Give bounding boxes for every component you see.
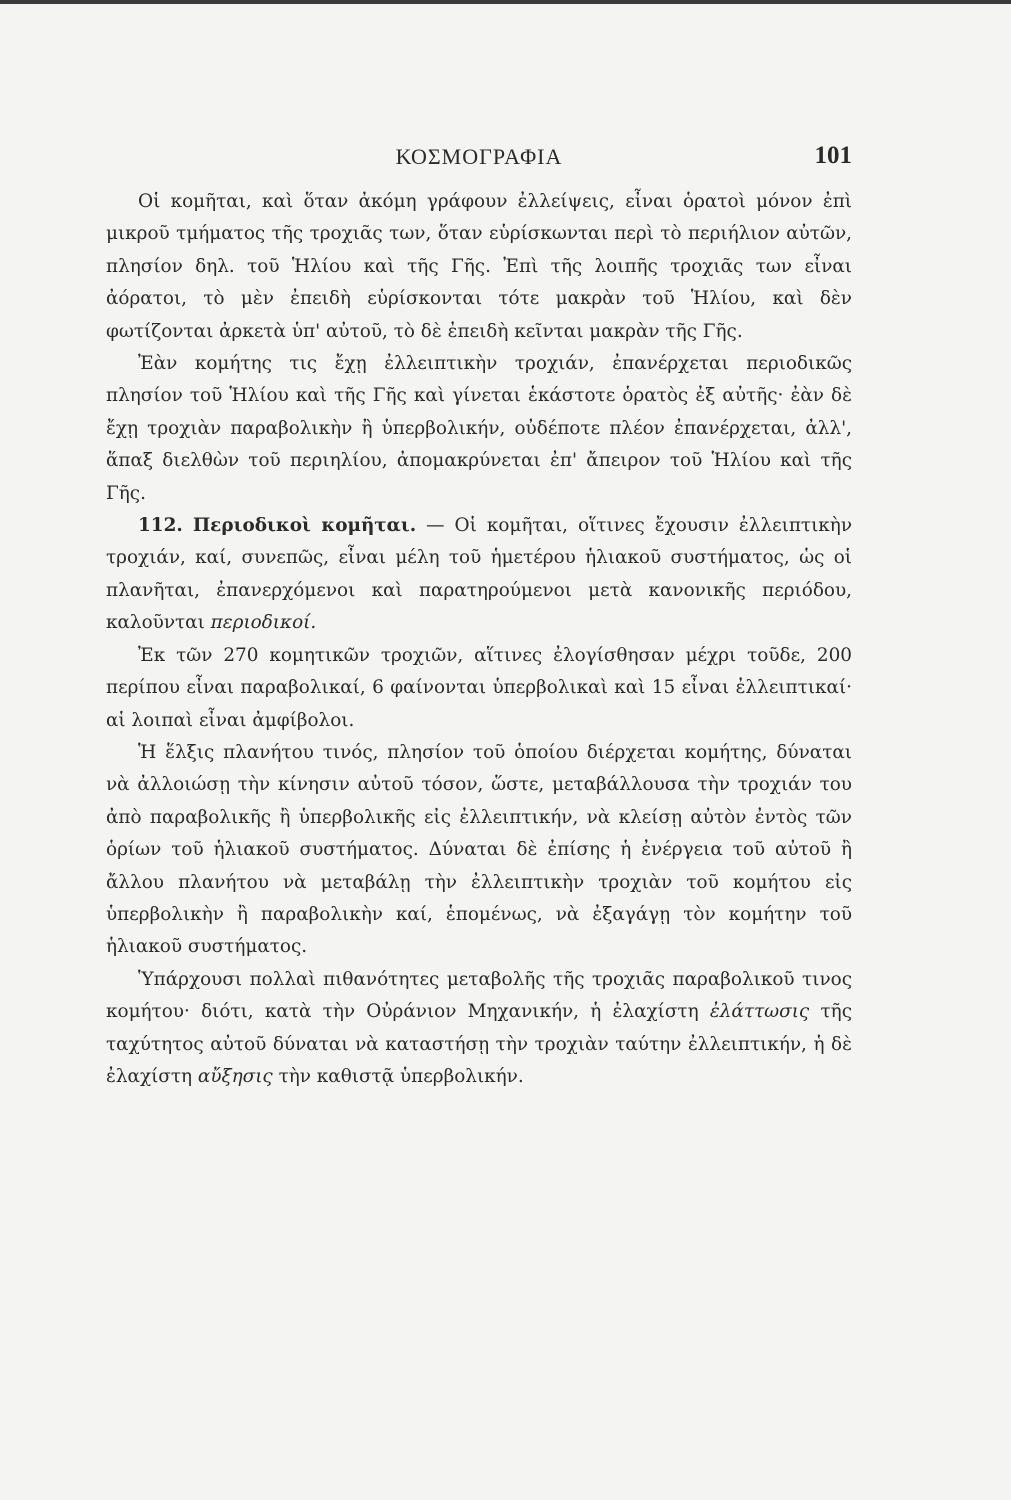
paragraph-3-text: — Οἱ κομῆται, οἵτινες ἔχουσιν ἐλλειπτικὴν τροχιάν, καί, συνεπῶς, εἶναι μέλη τοῦ ἡμετέρου ἡλιακοῦ συστήματος, ὡς οἱ πλανῆται, ἐπανερχόμενοι καὶ παρατηρούμενοι μετὰ κανονικῆς περιόδου, καλοῦνται [106,515,852,634]
paragraph-6-text-a: Ὑπάρχουσι πολλαὶ πιθανότητες μεταβολῆς τῆς τροχιᾶς παραβολικοῦ τινος κομήτου· διότι, κατὰ τὴν Οὐράνιον Μηχανικήν, ἡ ἐλαχίστη [106,968,852,1023]
paragraph-2: Ἐὰν κομήτης τις ἔχῃ ἐλλειπτικὴν τροχιάν, ἐπανέρχεται περιοδικῶς πλησίον τοῦ Ἡλίου καὶ τῆς Γῆς καὶ γίνεται ἑκάστοτε ὁρατὸς ἐξ αὐτῆς· ἐὰν δὲ ἔχῃ τροχιὰν παραβολικὴν ἢ ὑπερβολικήν, οὐδέποτε πλέον ἐπανέρχεται, ἀλλ', ἅπαξ διελθὼν τοῦ περιηλίου, ἀπομακρύνεται ἐπ' ἄπειρον τοῦ Ἡλίου καὶ τῆς Γῆς. [106,353,852,504]
paragraph-5: Ἡ ἕλξις πλανήτου τινός, πλησίον τοῦ ὁποίου διέρχεται κομήτης, δύναται νὰ ἀλλοιώσῃ τὴν κίνησιν αὐτοῦ τόσον, ὥστε, μεταβάλλουσα τὴν τροχιάν του ἀπὸ παραβολικῆς ἢ ὑπερβολικῆς εἰς ἐλλειπτικήν, νὰ κλείσῃ αὐτὸν ἐντὸς τῶν ὁρίων τοῦ ἡλιακοῦ συστήματος. Δύναται δὲ ἐπίσης ἡ ἐνέργεια τοῦ αὐτοῦ ἢ ἄλλου πλανήτου νὰ μεταβάλῃ τὴν ἐλλειπτικὴν τροχιὰν τοῦ κομήτου εἰς ὑπερβολικὴν ἢ παραβολικὴν καί, ἑπομένως, νὰ ἐξαγάγῃ τὸν κομήτην τοῦ ἡλιακοῦ συστήματος. [106,741,852,958]
emphasized-increase: αὔξησις [197,1065,273,1087]
section-number: 112. [138,515,183,537]
paragraph-1: Οἱ κομῆται, καὶ ὅταν ἀκόμη γράφουν ἐλλείψεις, εἶναι ὁρατοὶ μόνον ἐπὶ μικροῦ τμήματος τῆς τροχιᾶς των, ὅταν εὑρίσκωνται περὶ τὸ περιήλιον αὐτῶν, πλησίον δηλ. τοῦ Ἡλίου καὶ τῆς Γῆς. Ἐπὶ τῆς λοιπῆς τροχιᾶς των εἶναι ἀόρατοι, τὸ μὲν ἐπειδὴ εὑρίσκονται τότε μακρὰν τοῦ Ἡλίου, καὶ δὲν φωτίζονται ἀρκετὰ ὑπ' αὐτοῦ, τὸ δὲ ἐπειδὴ κεῖνται μακρὰν τῆς Γῆς. [106,191,852,342]
paragraph-4: Ἐκ τῶν 270 κομητικῶν τροχιῶν, αἵτινες ἐλογίσθησαν μέχρι τοῦδε, 200 περίπου εἶναι παραβολικαί, 6 φαίνονται ὑπερβολικαὶ καὶ 15 εἶναι ἐλλειπτικαί· αἱ λοιπαὶ εἶναι ἀμφίβολοι. [106,644,852,731]
paragraph-6-text-c: τὴν καθιστᾷ ὑπερβολικήν. [278,1065,524,1087]
emphasized-decrease: ἐλάττωσις [709,1001,810,1023]
scan-edge-line [0,0,1011,4]
body-text [106,186,852,1093]
page-title: ΚΟΣΜΟΓΡΑΦΙΑ [395,144,563,169]
paragraph-6-text-b: τῆς ταχύτητος αὐτοῦ δύναται νὰ καταστήσῃ τὴν τροχιὰν ταύτην ἐλλειπτικήν, ἡ δὲ ἐλαχίστη [106,1001,852,1087]
section-heading: Περιοδικοὶ κομῆται. [192,515,417,537]
page-number: 101 [814,142,852,169]
emphasized-term: περιοδικοί. [210,612,317,634]
paragraph-6 [106,964,852,1094]
paragraph-3 [106,510,852,640]
running-head [106,140,852,176]
